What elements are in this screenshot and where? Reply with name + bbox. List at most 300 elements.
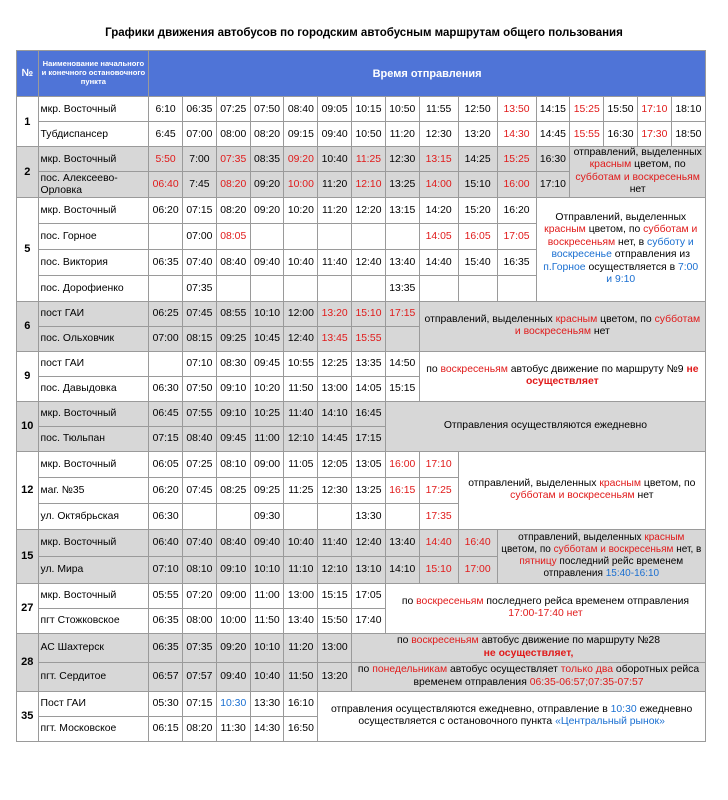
time-cell: 13:10 xyxy=(352,556,386,583)
time-cell: 11:20 xyxy=(318,172,352,197)
time-cell: 16:40 xyxy=(458,529,497,556)
stop-name: пос. Давыдовка xyxy=(38,376,149,401)
note-text: нет xyxy=(629,184,646,196)
time-cell xyxy=(250,223,284,249)
note-text: отправлений, выделенных xyxy=(518,532,645,544)
note-text: цветом, по xyxy=(501,544,554,556)
note-text: автобус осуществляет xyxy=(447,664,561,676)
note-text: 7:00 и 9:10 xyxy=(606,261,699,286)
time-cell: 7:00 xyxy=(183,147,217,172)
time-cell: 10:40 xyxy=(284,249,318,275)
time-cell: 10:30 xyxy=(216,691,250,716)
time-cell: 08:40 xyxy=(216,529,250,556)
time-cell: 11:25 xyxy=(284,477,318,503)
time-cell: 15:25 xyxy=(497,147,536,172)
time-cell xyxy=(419,275,458,301)
time-cell: 06:35 xyxy=(183,97,217,122)
time-cell: 10:20 xyxy=(284,197,318,223)
time-cell: 15:15 xyxy=(318,583,352,608)
time-cell: 09:40 xyxy=(250,249,284,275)
time-cell: 10:40 xyxy=(250,662,284,691)
time-cell: 09:05 xyxy=(318,97,352,122)
time-cell: 14:40 xyxy=(419,249,458,275)
note-text: «Центральный рынок» xyxy=(555,716,665,728)
time-cell xyxy=(352,275,386,301)
stop-name: маг. №35 xyxy=(38,477,149,503)
note-text: 10:30 xyxy=(610,703,637,715)
time-cell: 06:25 xyxy=(149,301,183,326)
time-cell: 07:50 xyxy=(183,376,217,401)
route-5-note xyxy=(536,197,705,301)
time-cell xyxy=(216,503,250,529)
time-cell xyxy=(216,275,250,301)
time-cell xyxy=(318,503,352,529)
stop-name: Пост ГАИ xyxy=(38,691,149,716)
time-cell: 14:45 xyxy=(536,122,570,147)
time-cell: 07:45 xyxy=(183,477,217,503)
stop-name: мкр. Восточный xyxy=(38,583,149,608)
time-cell: 11:20 xyxy=(284,633,318,662)
time-cell: 15:40 xyxy=(458,249,497,275)
time-cell: 08:35 xyxy=(250,147,284,172)
time-cell: 07:40 xyxy=(183,249,217,275)
note-text: отправления осуществляются ежедневно, отправление в xyxy=(330,703,611,715)
time-cell: 11:20 xyxy=(318,197,352,223)
time-cell: 09:00 xyxy=(216,583,250,608)
time-cell: 06:35 xyxy=(149,249,183,275)
time-cell: 07:20 xyxy=(183,583,217,608)
time-cell: 05:30 xyxy=(149,691,183,716)
route-10-note: Отправления осуществляются ежедневно xyxy=(385,401,705,451)
time-cell: 13:25 xyxy=(352,477,386,503)
time-cell: 06:40 xyxy=(149,172,183,197)
time-cell: 08:30 xyxy=(216,351,250,376)
time-cell: 17:40 xyxy=(352,608,386,633)
note-text: осуществляется в xyxy=(585,261,678,273)
time-cell xyxy=(385,223,419,249)
time-cell: 08:40 xyxy=(183,426,217,451)
time-cell: 10:25 xyxy=(250,401,284,426)
time-cell: 15:20 xyxy=(458,197,497,223)
table-row xyxy=(17,633,706,662)
time-cell: 17:10 xyxy=(419,451,458,477)
time-cell: 15:50 xyxy=(318,608,352,633)
time-cell: 06:57 xyxy=(149,662,183,691)
stop-name: пос. Тюльпан xyxy=(38,426,149,451)
time-cell: 08:00 xyxy=(183,608,217,633)
route-number: 9 xyxy=(17,351,39,401)
time-cell: 15:25 xyxy=(570,97,604,122)
route-number: 1 xyxy=(17,97,39,147)
time-cell: 12:40 xyxy=(284,326,318,351)
route-number: 35 xyxy=(17,691,39,741)
time-cell: 06:45 xyxy=(149,401,183,426)
time-cell xyxy=(318,223,352,249)
time-cell: 09:20 xyxy=(250,197,284,223)
note-text: автобус движение по маршруту №9 xyxy=(507,363,687,375)
time-cell: 14:05 xyxy=(352,376,386,401)
stop-name: пгт Стожковское xyxy=(38,608,149,633)
time-cell: 12:10 xyxy=(318,556,352,583)
time-cell: 08:10 xyxy=(183,556,217,583)
time-cell: 08:40 xyxy=(216,249,250,275)
note-text: воскресеньям xyxy=(411,635,479,647)
time-cell: 10:10 xyxy=(250,633,284,662)
time-cell: 14:15 xyxy=(536,97,570,122)
time-cell: 15:10 xyxy=(419,556,458,583)
note-text: субботам и воскресеньям xyxy=(553,544,674,556)
time-cell: 11:40 xyxy=(318,529,352,556)
time-cell: 11:50 xyxy=(284,662,318,691)
time-cell: 13:00 xyxy=(318,376,352,401)
time-cell: 14:20 xyxy=(419,197,458,223)
page-title: Графики движения автобусов по городским автобусным маршрутам общего пользования xyxy=(105,27,623,39)
time-cell: 09:40 xyxy=(318,122,352,147)
note-text: 17:00-17:40 нет xyxy=(508,608,583,620)
time-cell: 10:15 xyxy=(352,97,386,122)
stop-name: АС Шахтерск xyxy=(38,633,149,662)
time-cell: 5:50 xyxy=(149,147,183,172)
time-cell xyxy=(318,275,352,301)
time-cell: 10:40 xyxy=(318,147,352,172)
time-cell: 13:50 xyxy=(497,97,536,122)
note-text: цветом, по xyxy=(640,477,696,489)
time-cell: 13:35 xyxy=(385,275,419,301)
time-cell: 06:40 xyxy=(149,529,183,556)
time-cell: 14:05 xyxy=(419,223,458,249)
time-cell: 09:40 xyxy=(216,662,250,691)
time-cell: 06:15 xyxy=(149,716,183,741)
stop-name: пос. Дорофиенко xyxy=(38,275,149,301)
route-2-note xyxy=(570,147,706,198)
time-cell: 12:40 xyxy=(352,249,386,275)
time-cell: 08:20 xyxy=(250,122,284,147)
stop-name: пгт. Сердитое xyxy=(38,662,149,691)
time-cell: 07:35 xyxy=(183,633,217,662)
time-cell xyxy=(385,326,419,351)
time-cell: 08:00 xyxy=(216,122,250,147)
note-text: ежедневно осуществляется с остановочного пункта xyxy=(358,703,693,728)
time-cell: 07:00 xyxy=(149,326,183,351)
time-cell: 07:15 xyxy=(149,426,183,451)
time-cell: 11:20 xyxy=(385,122,419,147)
time-cell: 17:05 xyxy=(352,583,386,608)
route-number: 27 xyxy=(17,583,39,633)
time-cell: 11:05 xyxy=(284,451,318,477)
stop-name: пос. Горное xyxy=(38,223,149,249)
table-row xyxy=(17,401,706,426)
time-cell: 09:10 xyxy=(216,401,250,426)
time-cell: 14:40 xyxy=(419,529,458,556)
time-cell: 16:20 xyxy=(497,197,536,223)
time-cell: 15:10 xyxy=(458,172,497,197)
time-cell: 11:40 xyxy=(318,249,352,275)
time-cell: 06:30 xyxy=(149,376,183,401)
time-cell: 12:20 xyxy=(352,197,386,223)
time-cell: 09:40 xyxy=(250,529,284,556)
time-cell: 17:10 xyxy=(536,172,570,197)
time-cell: 08:20 xyxy=(183,716,217,741)
time-cell: 09:20 xyxy=(250,172,284,197)
time-cell: 12:10 xyxy=(352,172,386,197)
time-cell: 11:50 xyxy=(250,608,284,633)
time-cell: 13:40 xyxy=(385,529,419,556)
route-number: 15 xyxy=(17,529,39,583)
table-row xyxy=(17,583,706,608)
note-text: по xyxy=(401,595,417,607)
time-cell: 17:25 xyxy=(419,477,458,503)
time-cell xyxy=(250,275,284,301)
time-cell: 08:20 xyxy=(216,172,250,197)
table-row xyxy=(17,197,706,223)
note-text: 15:40-16:10 xyxy=(605,568,660,580)
route-15-note xyxy=(497,529,705,583)
note-text: красным xyxy=(544,224,586,236)
time-cell: 12:10 xyxy=(284,426,318,451)
note-text: нет xyxy=(590,326,610,338)
time-cell: 17:10 xyxy=(637,97,671,122)
time-cell: 16:05 xyxy=(458,223,497,249)
note-text: субботам и воскресеньям xyxy=(514,313,701,338)
time-cell: 09:10 xyxy=(216,376,250,401)
time-cell: 18:10 xyxy=(671,97,705,122)
time-cell: 08:25 xyxy=(216,477,250,503)
note-text: нет, в xyxy=(615,236,648,248)
time-cell: 12:00 xyxy=(284,301,318,326)
note-text: 06:35-06:57;07:35-07:57 xyxy=(529,676,644,688)
stop-name: пос. Ольховчик xyxy=(38,326,149,351)
time-cell: 17:15 xyxy=(352,426,386,451)
route-28-note-top xyxy=(352,633,706,662)
time-cell: 12:25 xyxy=(318,351,352,376)
time-cell: 06:05 xyxy=(149,451,183,477)
time-cell: 13:00 xyxy=(284,583,318,608)
time-cell: 14:10 xyxy=(318,401,352,426)
time-cell: 15:10 xyxy=(352,301,386,326)
time-cell: 11:00 xyxy=(250,426,284,451)
note-text: субботам и воскресеньям xyxy=(575,171,700,183)
route-28-note-bottom xyxy=(352,662,706,691)
table-row xyxy=(17,147,706,172)
time-cell: 18:50 xyxy=(671,122,705,147)
time-cell: 06:20 xyxy=(149,477,183,503)
time-cell: 10:20 xyxy=(250,376,284,401)
route-9-note xyxy=(419,351,705,401)
time-cell: 07:50 xyxy=(250,97,284,122)
time-cell: 16:00 xyxy=(385,451,419,477)
stop-name: ул. Октябрьская xyxy=(38,503,149,529)
time-cell: 15:55 xyxy=(570,122,604,147)
time-cell: 17:05 xyxy=(497,223,536,249)
note-text: Отправлений, выделенных xyxy=(555,211,687,223)
note-text: субботу и воскресенье xyxy=(551,236,694,261)
time-cell: 07:25 xyxy=(183,451,217,477)
time-cell: 06:35 xyxy=(149,608,183,633)
time-cell: 07:25 xyxy=(216,97,250,122)
note-text: отправлений, выделенных xyxy=(468,477,600,489)
time-cell: 11:30 xyxy=(216,716,250,741)
note-text: цветом, по xyxy=(585,224,644,236)
time-cell: 12:30 xyxy=(385,147,419,172)
stop-name: пост ГАИ xyxy=(38,301,149,326)
note-text: нет xyxy=(634,490,654,502)
time-cell: 08:20 xyxy=(216,197,250,223)
time-cell: 14:30 xyxy=(497,122,536,147)
time-cell: 12:40 xyxy=(352,529,386,556)
time-cell: 08:15 xyxy=(183,326,217,351)
time-cell: 06:30 xyxy=(149,503,183,529)
header-stop-name: Наименование начального и конечного остановочного пункта xyxy=(38,51,149,97)
route-number: 12 xyxy=(17,451,39,529)
time-cell: 12:05 xyxy=(318,451,352,477)
note-text: пятницу xyxy=(519,556,557,568)
time-cell: 10:10 xyxy=(250,301,284,326)
time-cell: 10:00 xyxy=(216,608,250,633)
note-text: отправлений, выделенных xyxy=(424,313,556,325)
table-header xyxy=(17,51,706,97)
time-cell: 14:45 xyxy=(318,426,352,451)
time-cell: 13:30 xyxy=(352,503,386,529)
table-row xyxy=(17,451,706,477)
time-cell xyxy=(183,503,217,529)
table-row xyxy=(17,529,706,556)
note-text: не осуществляет, xyxy=(483,647,574,659)
time-cell: 13:20 xyxy=(318,301,352,326)
table-row xyxy=(17,122,706,147)
note-text: цветом, по xyxy=(631,159,686,171)
time-cell: 09:20 xyxy=(216,633,250,662)
time-cell: 12:30 xyxy=(318,477,352,503)
time-cell xyxy=(149,275,183,301)
time-cell: 09:20 xyxy=(284,147,318,172)
note-text: нет, в xyxy=(673,544,702,556)
table-row xyxy=(17,691,706,716)
stop-name: Тубдиспансер xyxy=(38,122,149,147)
stop-name: пос. Виктория xyxy=(38,249,149,275)
stop-name: мкр. Восточный xyxy=(38,97,149,122)
time-cell xyxy=(149,351,183,376)
note-text: последнего рейса временем отправления xyxy=(483,595,690,607)
time-cell: 09:25 xyxy=(216,326,250,351)
time-cell: 09:30 xyxy=(250,503,284,529)
time-cell xyxy=(284,223,318,249)
table-row xyxy=(17,351,706,376)
time-cell: 08:40 xyxy=(284,97,318,122)
time-cell: 11:10 xyxy=(284,556,318,583)
time-cell: 16:45 xyxy=(352,401,386,426)
time-cell: 12:50 xyxy=(458,97,497,122)
time-cell: 10:50 xyxy=(385,97,419,122)
time-cell: 08:10 xyxy=(216,451,250,477)
time-cell: 16:50 xyxy=(284,716,318,741)
time-cell: 14:00 xyxy=(419,172,458,197)
time-cell: 13:15 xyxy=(419,147,458,172)
time-cell xyxy=(385,503,419,529)
time-cell: 07:35 xyxy=(216,147,250,172)
table-row xyxy=(17,97,706,122)
time-cell: 6:45 xyxy=(149,122,183,147)
time-cell: 09:25 xyxy=(250,477,284,503)
time-cell: 10:10 xyxy=(250,556,284,583)
time-cell: 09:45 xyxy=(250,351,284,376)
time-cell: 15:15 xyxy=(385,376,419,401)
time-cell: 09:00 xyxy=(250,451,284,477)
note-text: автобус движение по маршруту №28 xyxy=(478,635,661,647)
time-cell: 11:40 xyxy=(284,401,318,426)
note-text: воскресеньям xyxy=(416,595,484,607)
note-text: только два xyxy=(560,664,614,676)
time-cell: 06:35 xyxy=(149,633,183,662)
time-cell xyxy=(284,275,318,301)
note-text: понедельникам xyxy=(372,664,448,676)
route-number: 2 xyxy=(17,147,39,198)
note-text: отправления из xyxy=(611,249,691,261)
stop-name: пос. Алексеево-Орловка xyxy=(38,172,149,197)
note-text: красным xyxy=(589,159,632,171)
time-cell: 16:10 xyxy=(284,691,318,716)
time-cell: 10:50 xyxy=(352,122,386,147)
time-cell: 06:20 xyxy=(149,197,183,223)
time-cell: 08:05 xyxy=(216,223,250,249)
time-cell: 17:30 xyxy=(637,122,671,147)
time-cell: 16:30 xyxy=(604,122,638,147)
time-cell: 17:15 xyxy=(385,301,419,326)
time-cell: 16:00 xyxy=(497,172,536,197)
stop-name: пгт. Московское xyxy=(38,716,149,741)
time-cell: 05:55 xyxy=(149,583,183,608)
note-text: субботам и воскресеньям xyxy=(547,224,698,248)
time-cell: 09:15 xyxy=(284,122,318,147)
time-cell: 17:35 xyxy=(419,503,458,529)
time-cell: 12:30 xyxy=(419,122,458,147)
time-cell: 07:57 xyxy=(183,662,217,691)
time-cell: 15:55 xyxy=(352,326,386,351)
table-row xyxy=(17,662,706,691)
time-cell: 11:25 xyxy=(352,147,386,172)
time-cell: 13:20 xyxy=(458,122,497,147)
time-cell: 16:35 xyxy=(497,249,536,275)
route-number: 5 xyxy=(17,197,39,301)
route-27-note xyxy=(385,583,705,633)
note-text: по xyxy=(357,664,373,676)
stop-name: мкр. Восточный xyxy=(38,147,149,172)
time-cell: 16:30 xyxy=(536,147,570,172)
route-number: 6 xyxy=(17,301,39,351)
time-cell: 07:10 xyxy=(183,351,217,376)
time-cell: 11:00 xyxy=(250,583,284,608)
time-cell: 07:15 xyxy=(183,197,217,223)
time-cell xyxy=(149,223,183,249)
note-text: цветом, по xyxy=(597,313,655,325)
time-cell: 16:15 xyxy=(385,477,419,503)
stop-name: мкр. Восточный xyxy=(38,197,149,223)
time-cell: 10:45 xyxy=(250,326,284,351)
time-cell: 14:10 xyxy=(385,556,419,583)
time-cell: 11:55 xyxy=(419,97,458,122)
header-num: № xyxy=(17,51,39,97)
time-cell: 13:15 xyxy=(385,197,419,223)
time-cell: 10:40 xyxy=(284,529,318,556)
time-cell: 10:00 xyxy=(284,172,318,197)
note-text: отправлений, выделенных xyxy=(573,147,702,158)
time-cell: 17:00 xyxy=(458,556,497,583)
stop-name: ул. Мира xyxy=(38,556,149,583)
time-cell: 13:00 xyxy=(318,633,352,662)
note-text: красным xyxy=(599,477,641,489)
time-cell: 14:25 xyxy=(458,147,497,172)
time-cell: 6:10 xyxy=(149,97,183,122)
time-cell: 09:45 xyxy=(216,426,250,451)
